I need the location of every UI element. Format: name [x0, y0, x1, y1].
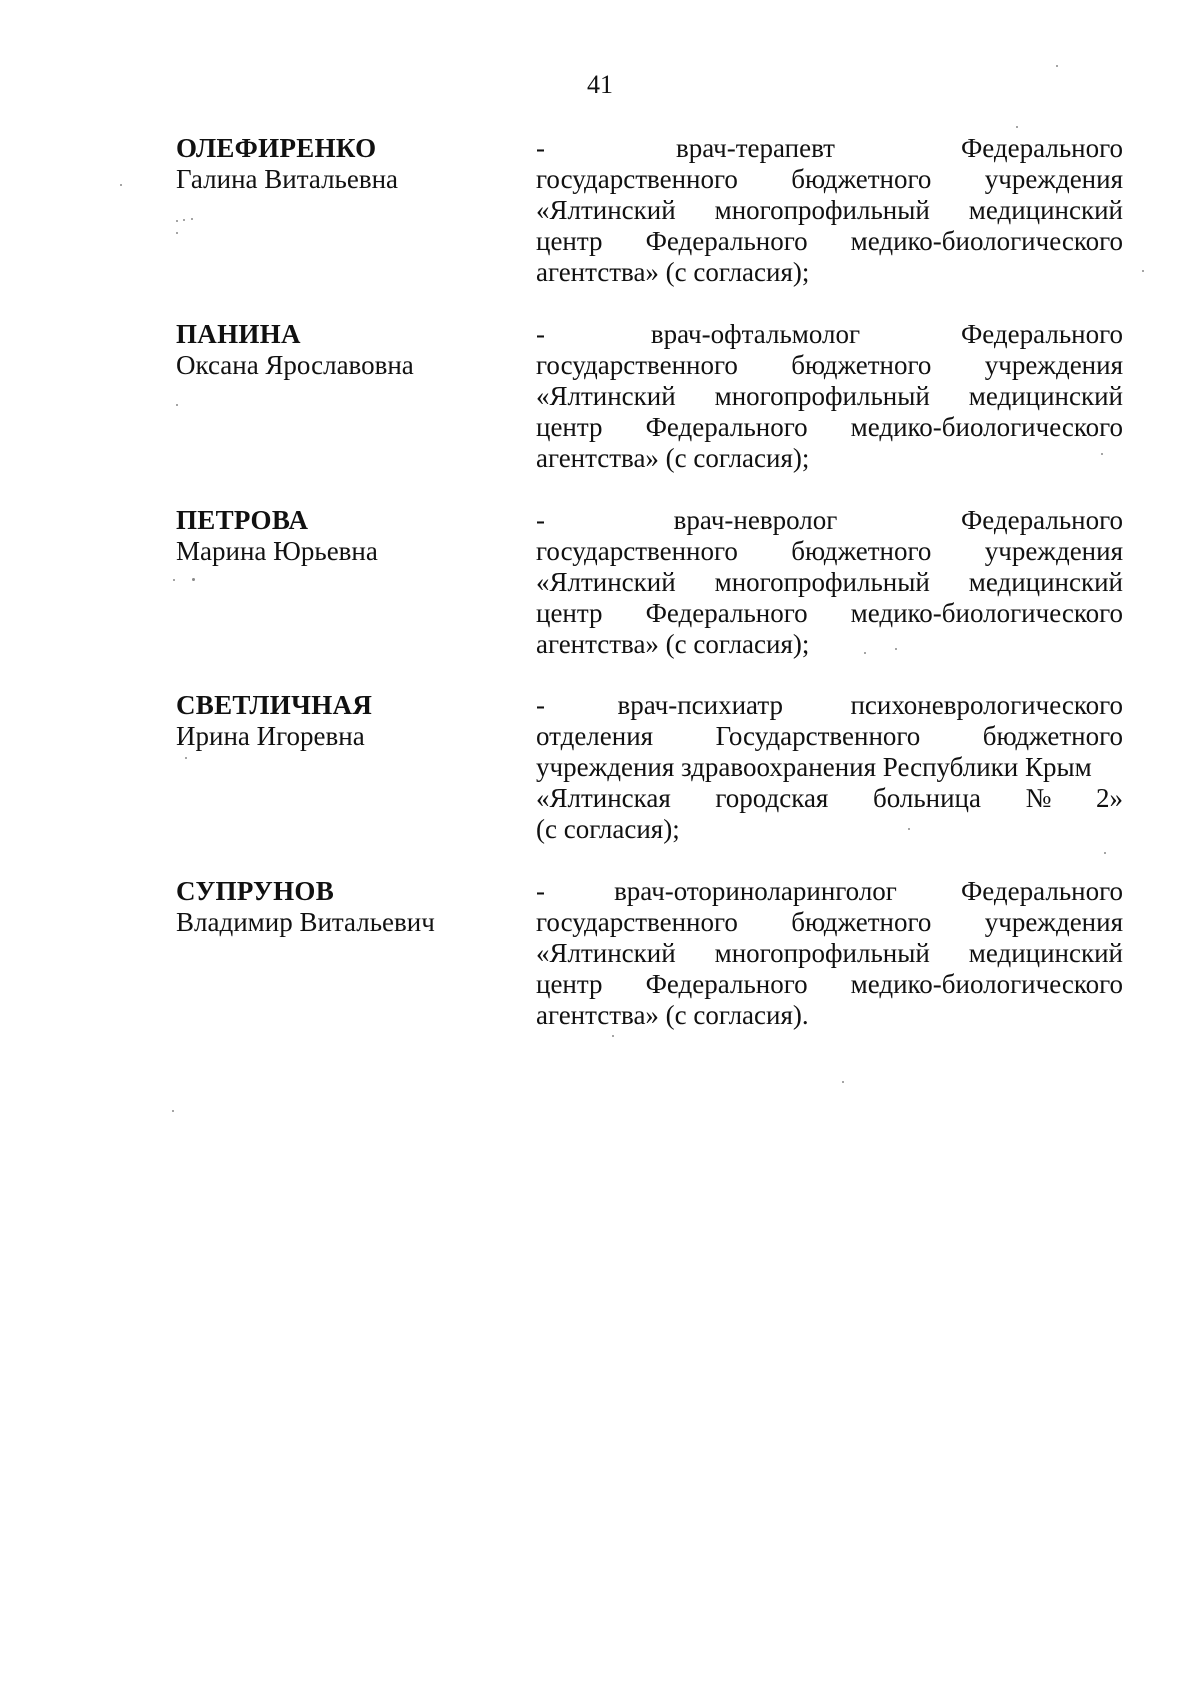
description-line: [536, 938, 1123, 969]
description-line: [536, 443, 1123, 474]
member-position-description: [536, 133, 1123, 288]
description-line: [536, 969, 1123, 1000]
description-word: многопрофильный: [714, 567, 930, 597]
description-line: [536, 907, 1123, 938]
description-line: [536, 381, 1123, 412]
description-word: «Ялтинский: [536, 567, 676, 597]
description-word: врач-оториноларинголог: [614, 876, 897, 906]
description-line: [536, 257, 1123, 288]
description-word: «Ялтинский: [536, 195, 676, 225]
description-word: учреждения: [984, 350, 1123, 380]
description-line: [536, 876, 1123, 907]
description-word: государственного: [536, 164, 738, 194]
member-position-description: [536, 876, 1123, 1031]
description-word: центр: [536, 598, 603, 628]
scan-speck: [176, 220, 178, 222]
description-word: 2»: [1095, 783, 1123, 813]
description-line: [536, 319, 1123, 350]
description-word: больница: [872, 783, 981, 813]
scan-speck: [185, 757, 187, 759]
scan-speck: [120, 184, 122, 186]
dash-marker: -: [536, 505, 545, 535]
member-given-names: Марина Юрьевна: [176, 536, 378, 566]
description-word: Государственного: [715, 721, 921, 751]
scan-speck: [908, 828, 910, 830]
dash-marker: -: [536, 690, 545, 720]
scan-speck: [864, 652, 866, 654]
description-line: [536, 412, 1123, 443]
description-word: учреждения здравоохранения Республики Крым: [536, 752, 1092, 782]
description-word: Федерального: [960, 876, 1123, 906]
member-position-description: [536, 505, 1123, 660]
scan-speck: [183, 219, 185, 221]
description-word: государственного: [536, 350, 738, 380]
description-word: бюджетного: [791, 350, 932, 380]
dash-marker: -: [536, 133, 545, 163]
description-word: государственного: [536, 907, 738, 937]
dash-marker: -: [536, 319, 545, 349]
description-word: отделения: [536, 721, 654, 751]
description-word: многопрофильный: [714, 938, 930, 968]
description-word: №: [1025, 783, 1052, 813]
description-word: центр: [536, 226, 603, 256]
description-word: многопрофильный: [714, 381, 930, 411]
member-given-names: Ирина Игоревна: [176, 721, 365, 751]
description-line: [536, 226, 1123, 257]
member-position-description: [536, 319, 1123, 474]
description-line: [536, 814, 1123, 845]
member-given-names: Владимир Витальевич: [176, 907, 435, 937]
description-word: медицинский: [968, 567, 1123, 597]
description-line: [536, 133, 1123, 164]
description-word: медицинский: [968, 381, 1123, 411]
description-line: [536, 629, 1123, 660]
member-surname: ОЛЕФИРЕНКО: [176, 133, 377, 163]
description-word: Федерального: [645, 598, 808, 628]
member-name: [176, 876, 506, 938]
member-name: [176, 505, 506, 567]
member-position-description: [536, 690, 1123, 845]
description-word: врач-психиатр: [617, 690, 783, 720]
member-name: [176, 133, 506, 195]
description-word: врач-невролог: [673, 505, 838, 535]
dash-marker: -: [536, 876, 545, 906]
page-number: 41: [587, 70, 613, 99]
description-word: агентства» (с согласия);: [536, 443, 810, 473]
member-given-names: Оксана Ярославовна: [176, 350, 414, 380]
description-line: [536, 598, 1123, 629]
scan-speck: [1101, 453, 1103, 455]
description-word: учреждения: [984, 164, 1123, 194]
scan-speck: [191, 218, 193, 220]
member-surname: ПЕТРОВА: [176, 505, 309, 535]
member-surname: ПАНИНА: [176, 319, 301, 349]
description-word: Федерального: [960, 319, 1123, 349]
description-word: Федерального: [960, 505, 1123, 535]
description-line: [536, 567, 1123, 598]
scan-speck: [612, 1035, 614, 1037]
description-word: врач-терапевт: [676, 133, 835, 163]
scan-speck: [176, 232, 178, 234]
description-word: медико-биологического: [850, 412, 1123, 442]
description-word: Федерального: [960, 133, 1123, 163]
member-given-names: Галина Витальевна: [176, 164, 399, 194]
description-line: [536, 721, 1123, 752]
description-word: бюджетного: [791, 164, 932, 194]
description-word: многопрофильный: [714, 195, 930, 225]
description-word: бюджетного: [791, 536, 932, 566]
description-word: Федерального: [645, 412, 808, 442]
description-line: [536, 783, 1123, 814]
scan-speck: [1104, 852, 1106, 854]
description-word: агентства» (с согласия);: [536, 257, 810, 287]
description-line: [536, 350, 1123, 381]
member-surname: СВЕТЛИЧНАЯ: [176, 690, 373, 720]
description-word: медико-биологического: [850, 969, 1123, 999]
scan-speck: [1016, 126, 1018, 128]
description-line: [536, 536, 1123, 567]
member-surname: СУПРУНОВ: [176, 876, 335, 906]
scan-speck: [842, 1081, 844, 1083]
description-word: психоневрологического: [850, 690, 1123, 720]
scan-speck: [172, 1110, 174, 1112]
description-word: (с согласия);: [536, 814, 680, 844]
description-word: врач-офтальмолог: [650, 319, 861, 349]
description-line: [536, 752, 1123, 783]
description-word: городская: [715, 783, 829, 813]
description-word: медицинский: [968, 938, 1123, 968]
description-word: агентства» (с согласия);: [536, 629, 810, 659]
description-word: бюджетного: [791, 907, 932, 937]
description-word: государственного: [536, 536, 738, 566]
description-word: «Ялтинский: [536, 938, 676, 968]
description-line: [536, 195, 1123, 226]
description-line: [536, 690, 1123, 721]
description-word: центр: [536, 969, 603, 999]
description-word: центр: [536, 412, 603, 442]
scan-speck: [1142, 270, 1144, 272]
description-word: «Ялтинская: [536, 783, 671, 813]
description-line: [536, 164, 1123, 195]
description-line: [536, 505, 1123, 536]
description-word: агентства» (с согласия).: [536, 1000, 809, 1030]
description-word: учреждения: [984, 907, 1123, 937]
member-name: [176, 319, 506, 381]
description-word: медико-биологического: [850, 598, 1123, 628]
description-word: «Ялтинский: [536, 381, 676, 411]
description-line: [536, 1000, 1123, 1031]
scan-speck: [895, 648, 897, 650]
scan-speck: [192, 578, 195, 581]
description-word: медико-биологического: [850, 226, 1123, 256]
description-word: Федерального: [645, 226, 808, 256]
scan-speck: [173, 579, 175, 581]
description-word: медицинский: [968, 195, 1123, 225]
description-word: учреждения: [984, 536, 1123, 566]
scan-speck: [176, 404, 178, 406]
member-name: [176, 690, 506, 752]
scan-speck: [1056, 65, 1058, 67]
description-word: Федерального: [645, 969, 808, 999]
description-word: бюджетного: [982, 721, 1123, 751]
